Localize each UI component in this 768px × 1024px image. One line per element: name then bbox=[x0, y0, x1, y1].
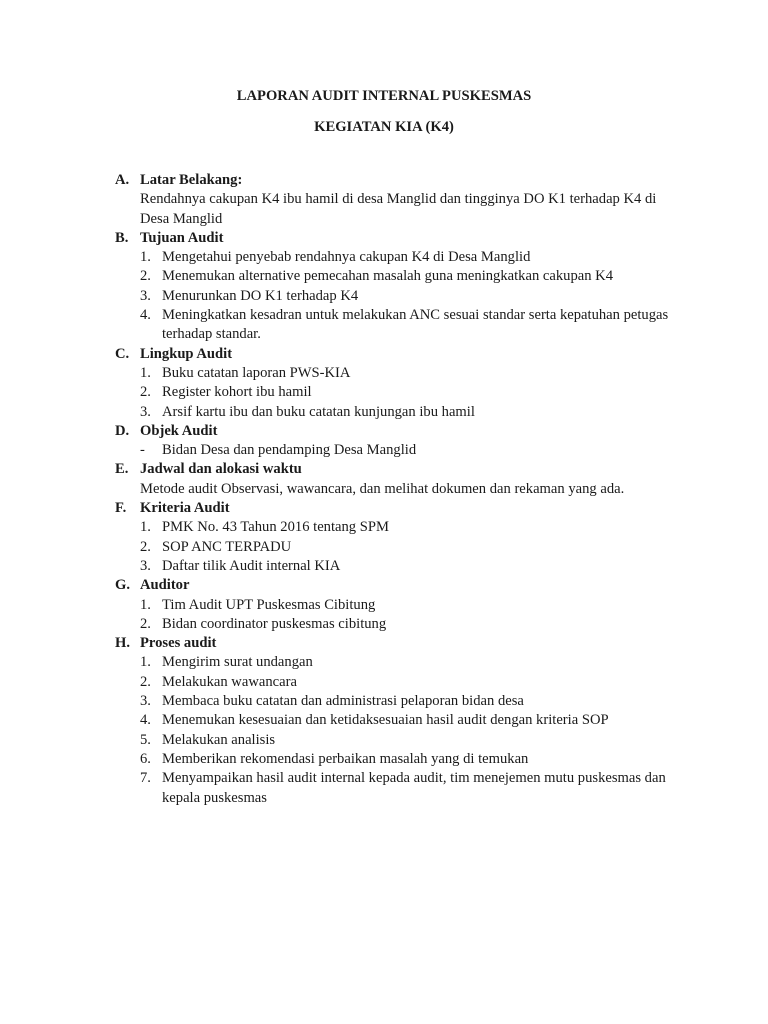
section-heading bbox=[115, 634, 685, 653]
list-text: Melakukan analisis bbox=[162, 731, 276, 748]
list-item bbox=[115, 769, 685, 808]
section-heading bbox=[115, 422, 685, 441]
list-item bbox=[115, 441, 685, 460]
document-title: LAPORAN AUDIT INTERNAL PUSKESMAS bbox=[236, 88, 532, 104]
section-paragraph: Rendahnya cakupan K4 ibu hamil di desa Manglid dan tingginya DO K1 terhadap K4 di Desa Manglid bbox=[140, 191, 657, 227]
list-number: 7. bbox=[140, 770, 151, 787]
list-item bbox=[115, 383, 685, 402]
list-text: Menemukan alternative pemecahan masalah guna meningkatkan cakupan K4 bbox=[162, 268, 614, 285]
list-text: Arsif kartu ibu dan buku catatan kunjungan ibu hamil bbox=[162, 403, 475, 420]
section-objek-audit bbox=[115, 422, 685, 461]
list-text: Menurunkan DO K1 terhadap K4 bbox=[162, 287, 359, 304]
list-item bbox=[115, 731, 685, 750]
list-item bbox=[115, 287, 685, 306]
list-item bbox=[115, 653, 685, 672]
section-letter: A. bbox=[115, 172, 130, 188]
list-text: Mengetahui penyebab rendahnya cakupan K4 di Desa Manglid bbox=[162, 249, 531, 266]
list-item bbox=[115, 518, 685, 537]
document-subtitle: KEGIATAN KIA (K4) bbox=[314, 119, 454, 135]
section-heading bbox=[115, 576, 685, 595]
list-text: Menemukan kesesuaian dan ketidaksesuaian hasil audit dengan kriteria SOP bbox=[162, 712, 609, 729]
list-number: 4. bbox=[140, 712, 151, 729]
list-text: Memberikan rekomendasi perbaikan masalah yang di temukan bbox=[162, 750, 529, 767]
list-number: 2. bbox=[140, 268, 151, 285]
list-item bbox=[115, 267, 685, 286]
list-item bbox=[115, 711, 685, 730]
list-number: 1. bbox=[140, 249, 151, 266]
list-text: Melakukan wawancara bbox=[162, 673, 297, 690]
list-number: 2. bbox=[140, 384, 151, 401]
list-item bbox=[115, 615, 685, 634]
section-lingkup-audit bbox=[115, 345, 685, 422]
list-item bbox=[115, 538, 685, 557]
list-number: 1. bbox=[140, 519, 151, 536]
section-heading bbox=[115, 460, 685, 479]
section-letter: G. bbox=[115, 577, 130, 594]
list-number: 4. bbox=[140, 307, 151, 324]
section-letter: B. bbox=[115, 229, 129, 246]
list-text: Buku catatan laporan PWS-KIA bbox=[162, 364, 351, 381]
list-text: PMK No. 43 Tahun 2016 tentang SPM bbox=[162, 519, 389, 536]
section-letter: D. bbox=[115, 422, 130, 439]
document-body bbox=[115, 171, 685, 808]
list-text: Menyampaikan hasil audit internal kepada audit, tim menejemen mutu puskesmas dan kepala puskesmas bbox=[162, 770, 666, 806]
section-title: Auditor bbox=[140, 577, 190, 594]
section-letter: F. bbox=[115, 500, 127, 517]
list-number: 2. bbox=[140, 673, 151, 690]
list-number: 3. bbox=[140, 403, 151, 420]
list-number: 3. bbox=[140, 693, 151, 710]
section-letter: E. bbox=[115, 461, 129, 478]
section-title: Latar Belakang: bbox=[140, 172, 243, 188]
list-text: Meningkatkan kesadran untuk melakukan ANC sesuai standar serta kepatuhan petugas terhadap standar. bbox=[162, 307, 669, 343]
list-text: Register kohort ibu hamil bbox=[162, 384, 312, 401]
list-number: 1. bbox=[140, 654, 151, 671]
section-heading bbox=[115, 499, 685, 518]
section-heading bbox=[115, 171, 685, 190]
section-auditor bbox=[115, 576, 685, 634]
list-item bbox=[115, 596, 685, 615]
list-number: 3. bbox=[140, 287, 151, 304]
list-text: Tim Audit UPT Puskesmas Cibitung bbox=[162, 596, 376, 613]
list-item bbox=[115, 692, 685, 711]
section-title: Kriteria Audit bbox=[140, 500, 230, 517]
list-text: Bidan coordinator puskesmas cibitung bbox=[162, 615, 387, 632]
section-jadwal bbox=[115, 460, 685, 499]
section-heading bbox=[115, 229, 685, 248]
list-number: 3. bbox=[140, 557, 151, 574]
list-number: 1. bbox=[140, 364, 151, 381]
section-letter: H. bbox=[115, 635, 130, 652]
section-tujuan-audit bbox=[115, 229, 685, 345]
list-item bbox=[115, 248, 685, 267]
section-title: Lingkup Audit bbox=[140, 345, 233, 362]
list-item bbox=[115, 306, 685, 345]
list-bullet: - bbox=[140, 442, 145, 459]
list-item bbox=[115, 557, 685, 576]
list-item bbox=[115, 364, 685, 383]
list-number: 6. bbox=[140, 750, 151, 767]
section-title: Proses audit bbox=[140, 635, 217, 652]
list-number: 2. bbox=[140, 538, 151, 555]
list-number: 1. bbox=[140, 596, 151, 613]
list-item bbox=[115, 673, 685, 692]
section-title: Tujuan Audit bbox=[140, 229, 224, 246]
list-text: Daftar tilik Audit internal KIA bbox=[162, 557, 341, 574]
list-text: Bidan Desa dan pendamping Desa Manglid bbox=[162, 442, 417, 459]
section-title: Jadwal dan alokasi waktu bbox=[140, 461, 302, 478]
list-text: Mengirim surat undangan bbox=[162, 654, 313, 671]
list-text: SOP ANC TERPADU bbox=[162, 538, 292, 555]
section-title: Objek Audit bbox=[140, 422, 218, 439]
list-text: Membaca buku catatan dan administrasi pelaporan bidan desa bbox=[162, 693, 524, 710]
section-proses-audit bbox=[115, 634, 685, 808]
section-heading bbox=[115, 345, 685, 364]
section-letter: C. bbox=[115, 345, 130, 362]
list-item bbox=[115, 403, 685, 422]
section-kriteria-audit bbox=[115, 499, 685, 576]
list-number: 2. bbox=[140, 615, 151, 632]
section-latar-belakang bbox=[115, 171, 685, 229]
list-number: 5. bbox=[140, 731, 151, 748]
list-item bbox=[115, 750, 685, 769]
section-paragraph: Metode audit Observasi, wawancara, dan melihat dokumen dan rekaman yang ada. bbox=[140, 480, 625, 497]
